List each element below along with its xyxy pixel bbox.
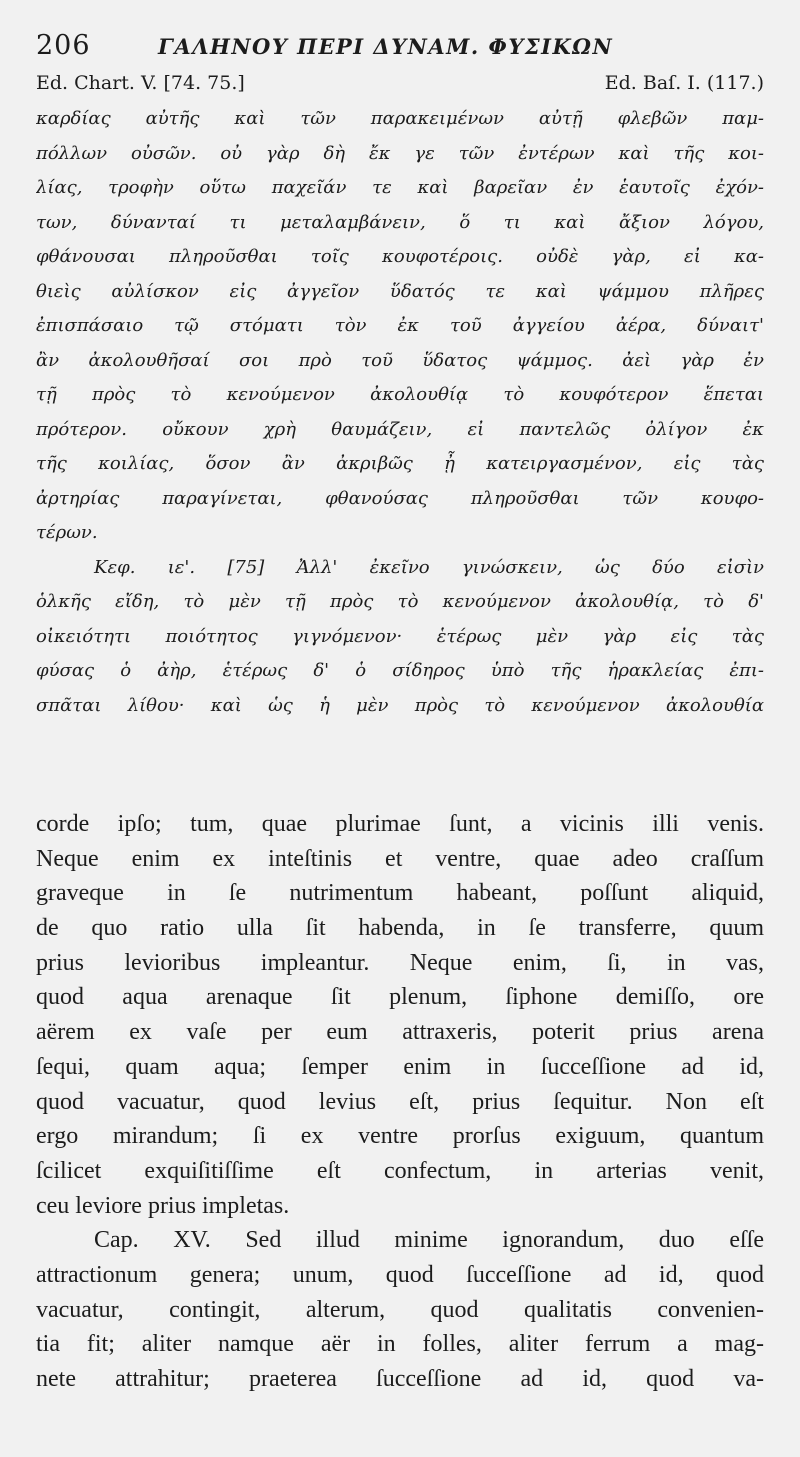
latin-line: de quo ratio ulla ſit habenda, in ſe transferre, quum	[36, 915, 764, 942]
greek-chapter-heading-line: Κεφ. ιε'. [75] Ἀλλ' ἐκεῖνο γινώσκειν, ὡς δύο εἰσὶν	[94, 556, 764, 578]
latin-line: ſequi, quam aqua; ſemper enim in ſucceſſione ad id,	[36, 1053, 764, 1080]
latin-line: attractionum genera; unum, quod ſucceſſione ad id, quod	[36, 1261, 764, 1288]
greek-line: ὁλκῆς εἴδη, τὸ μὲν τῇ πρὸς τὸ κενούμενον ἀκολουθίᾳ, τὸ δ'	[36, 591, 764, 612]
latin-line: aërem ex vaſe per eum attraxeris, poterit prius arena	[36, 1019, 764, 1046]
greek-line: φθάνουσαι πληροῦσθαι τοῖς κουφοτέροις. οὐδὲ γὰρ, εἰ κα-	[36, 246, 764, 267]
greek-line: πρότερον. οὔκουν χρὴ θαυμάζειν, εἰ παντελῶς ὀλίγον ἐκ	[36, 418, 764, 440]
greek-line: λίας, τροφὴν οὕτω παχεῖάν τε καὶ βαρεῖαν ἐν ἑαυτοῖς ἐχόν-	[36, 177, 764, 198]
latin-line: prius levioribus impleantur. Neque enim, ſi, in vas,	[36, 949, 764, 976]
greek-line: τῇ πρὸς τὸ κενούμενον ἀκολουθίᾳ τὸ κουφότερον ἕπεται	[36, 384, 764, 405]
edition-reference-chartier: Ed. Chart. V. [74. 75.]	[36, 72, 245, 94]
latin-line: ceu leviore prius impletas.	[36, 1192, 290, 1219]
latin-text	[36, 807, 764, 1397]
greek-line: οἰκειότητι ποιότητος γιγνόμενον· ἑτέρως μὲν γὰρ εἰς τὰς	[36, 625, 764, 647]
greek-text	[36, 102, 764, 723]
greek-line: ἀρτηρίας παραγίνεται, φθανούσας πληροῦσθαι τῶν κουφο-	[36, 487, 764, 509]
latin-line: Neque enim ex inteſtinis et ventre, quae adeo craſſum	[36, 845, 764, 872]
latin-line: tia fit; aliter namque aër in folles, aliter ferrum a mag-	[36, 1331, 764, 1358]
greek-line: ἐπισπάσαιο τῷ στόματι τὸν ἐκ τοῦ ἀγγείου ἀέρα, δύναιτ'	[36, 315, 764, 336]
greek-line: τέρων.	[36, 522, 98, 543]
edition-references	[36, 68, 764, 100]
latin-line: quod vacuatur, quod levius eſt, prius ſequitur. Non eſt	[36, 1088, 764, 1115]
latin-line: quod aqua arenaque ſit plenum, ſiphone demiſſo, ore	[36, 984, 764, 1011]
greek-line: σπᾶται λίθου· καὶ ὡς ἡ μὲν πρὸς τὸ κενούμενον ἀκολουθία	[36, 694, 764, 716]
latin-line: vacuatur, contingit, alterum, quod qualitatis convenien-	[36, 1296, 764, 1323]
latin-line: ergo mirandum; ſi ex ventre prorſus exiguum, quantum	[36, 1123, 764, 1150]
latin-line: nete attrahitur; praeterea ſucceſſione ad id, quod va-	[36, 1366, 764, 1392]
latin-line: ſcilicet exquiſitiſſime eſt confectum, in arterias venit,	[36, 1157, 764, 1184]
page-number: 206	[36, 30, 91, 61]
edition-reference-basel: Ed. Baſ. I. (117.)	[604, 72, 764, 94]
greek-line: των, δύνανταί τι μεταλαμβάνειν, ὅ τι καὶ ἄξιον λόγου,	[36, 211, 764, 233]
greek-line: θιεὶς αὐλίσκον εἰς ἀγγεῖον ὕδατός τε καὶ ψάμμου πλῆρες	[36, 280, 764, 302]
greek-line: τῆς κοιλίας, ὅσον ἂν ἀκριβῶς ᾖ κατειργασμένον, εἰς τὰς	[36, 453, 764, 474]
greek-line: ἂν ἀκολουθῆσαί σοι πρὸ τοῦ ὕδατος ψάμμος. ἀεὶ γὰρ ἐν	[36, 349, 764, 371]
latin-line: corde ipſo; tum, quae plurimae ſunt, a vicinis illi venis.	[36, 811, 764, 837]
latin-line: graveque in ſe nutrimentum habeant, poſſunt aliquid,	[36, 880, 764, 907]
page-header	[36, 28, 764, 68]
running-title: ΓΑΛΗΝΟΥ ΠΕΡΙ ΔΥΝΑΜ. ΦΥΣΙΚΩΝ	[158, 34, 614, 59]
greek-line: πόλλων οὐσῶν. οὐ γὰρ δὴ ἔκ γε τῶν ἐντέρων καὶ τῆς κοι-	[36, 142, 764, 164]
greek-line: καρδίας αὐτῆς καὶ τῶν παρακειμένων αὐτῇ φλεβῶν παμ-	[36, 108, 764, 129]
greek-line: φύσας ὁ ἀὴρ, ἑτέρως δ' ὁ σίδηρος ὑπὸ τῆς ἡρακλείας ἐπι-	[36, 660, 764, 681]
column-gap	[36, 723, 764, 807]
latin-chapter-heading-line: Cap. XV. Sed illud minime ignorandum, duo eſſe	[94, 1227, 764, 1254]
